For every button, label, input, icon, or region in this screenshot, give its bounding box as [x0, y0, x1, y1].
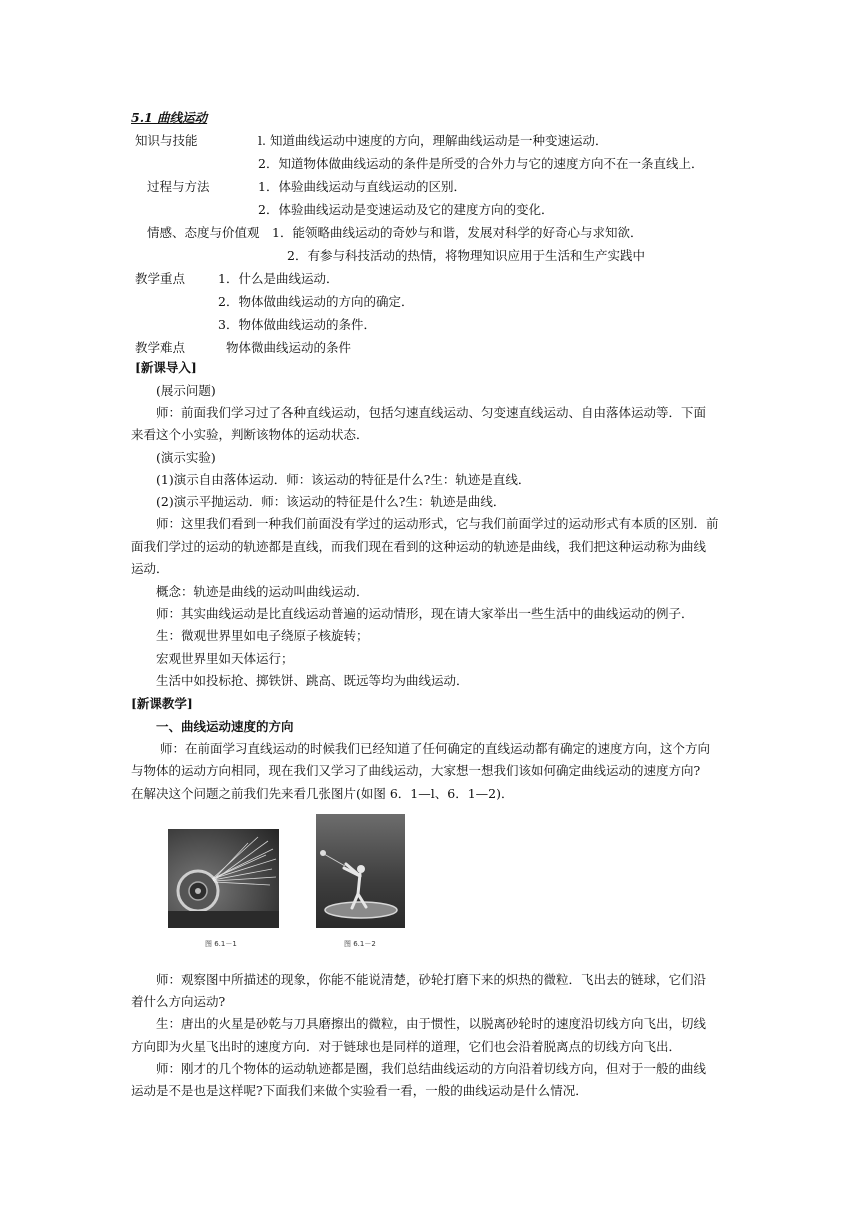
knowledge-item-1: l. 知道曲线运动中速度的方向，理解曲线运动是一种变速运动． — [258, 133, 608, 148]
intro-paragraph: (2)演示平抛运动．师：该运动的特征是什么?生：轨迹是曲线． — [156, 494, 506, 509]
difficulty-label: 教学难点 — [135, 340, 186, 355]
teaching-paragraph: 与物体的运动方向相同，现在我们又学习了曲线运动，大家想一想我们该如何确定曲线运动的速度方向? — [131, 763, 701, 778]
process-label: 过程与方法 — [147, 179, 210, 194]
figure-caption: 图 6.1－1 — [205, 940, 237, 948]
teaching-paragraph: 生：唐出的火星是砂乾与刀具磨擦出的微粒，由于惯性，以脱离砂轮时的速度沿切线方向飞出，切线 — [156, 1016, 707, 1031]
intro-heading: [新课导入] — [135, 360, 197, 375]
key-point-2: 2．物体做曲线运动的方向的确定． — [218, 294, 414, 309]
intro-paragraph: 来看这个小实验，判断该物体的运动状态． — [131, 427, 369, 442]
intro-paragraph: 生：微观世界里如电子绕原子核旋转； — [156, 628, 369, 643]
key-points-label: 教学重点 — [135, 271, 186, 286]
process-item-2: 2．体验曲线运动是变速运动及它的建度方向的变化． — [258, 202, 554, 217]
figure-grinding-wheel — [168, 829, 279, 928]
knowledge-item-2: 2．知道物体做曲线运动的条件是所受的合外力与它的速度方向不在一条直线上． — [258, 156, 704, 171]
section-heading: 一、曲线运动速度的方向 — [156, 719, 294, 734]
key-point-1: 1．什么是曲线运动． — [218, 271, 339, 286]
intro-paragraph: 生活中如投标抢、掷铁饼、跳高、既远等均为曲线运动． — [156, 673, 469, 688]
page-title: 5.1 曲线运动 — [131, 110, 208, 125]
intro-paragraph: 师：前面我们学习过了各种直线运动，包括匀速直线运动、匀变速直线运动、自由落体运动等．下面 — [156, 405, 707, 420]
intro-paragraph: 师：其实曲线运动是比直线运动普遍的运动情形，现在请大家举出一些生活中的曲线运动的例子． — [156, 606, 694, 621]
key-point-3: 3．物体做曲线运动的条件． — [218, 317, 376, 332]
teaching-paragraph: 师：在前面学习直线运动的时候我们已经知道了任何确定的直线运动都有确定的速度方向，这个方向 — [160, 741, 711, 756]
teaching-paragraph: 师：刚才的几个物体的运动轨迹都是圈，我们总结曲线运动的方向沿着切线方向，但对于一般的曲线 — [156, 1061, 707, 1076]
intro-paragraph: 师：这里我们看到一种我们前面没有学过的运动形式，它与我们前面学过的运动形式有本质的区别．前 — [156, 516, 719, 531]
difficulty-item: 物体微曲线运动的条件 — [226, 340, 352, 355]
intro-paragraph: (演示实验) — [156, 450, 216, 465]
teaching-paragraph: 师：观察图中所描述的现象，你能不能说清楚，砂轮打磨下来的炽热的微粒．飞出去的链球，它们沿 — [156, 972, 707, 987]
knowledge-label: 知识与技能 — [135, 133, 198, 148]
teaching-paragraph: 着什么方向运动? — [131, 994, 226, 1009]
intro-paragraph: 运动． — [131, 561, 169, 576]
process-item-1: 1．体验曲线运动与直线运动的区别． — [258, 179, 466, 194]
teaching-heading: [新课教学] — [131, 696, 193, 711]
teaching-paragraph: 方向即为火星飞出时的速度方向．对于链球也是同样的道理，它们也会沿着脱离点的切线方向飞出． — [131, 1039, 682, 1054]
figure-hammer-throw — [316, 814, 405, 928]
teaching-paragraph: 运动是不是也是这样呢?下面我们来做个实验看一看，一般的曲线运动是什么情况． — [131, 1083, 588, 1098]
hammer-throw-illustration — [316, 814, 405, 928]
intro-paragraph: 概念：轨迹是曲线的运动叫曲线运动． — [156, 584, 369, 599]
intro-paragraph: 宏观世界里如天体运行； — [156, 651, 294, 666]
emotion-item-2: 2．有参与科技活动的热情，将物理知识应用于生活和生产实践中 — [287, 248, 645, 263]
teaching-paragraph: 在解决这个问题之前我们先来看几张图片(如图 6．1—l、6．1—2)． — [131, 786, 514, 801]
intro-paragraph: 面我们学过的运动的轨迹都是直线，而我们现在看到的这种运动的轨迹是曲线，我们把这种运动称为曲线 — [131, 539, 707, 554]
grinding-wheel-illustration — [168, 829, 279, 928]
intro-paragraph: (1)演示自由落体运动．师：该运动的特征是什么?生：轨迹是直线． — [156, 472, 531, 487]
emotion-item-1: 1．能领略曲线运动的奇妙与和谐，发展对科学的好奇心与求知欲． — [272, 225, 643, 240]
figure-caption: 图 6.1－2 — [344, 940, 376, 948]
emotion-label: 情感、态度与价值观 — [147, 225, 260, 240]
intro-paragraph: (展示问题) — [156, 383, 216, 398]
